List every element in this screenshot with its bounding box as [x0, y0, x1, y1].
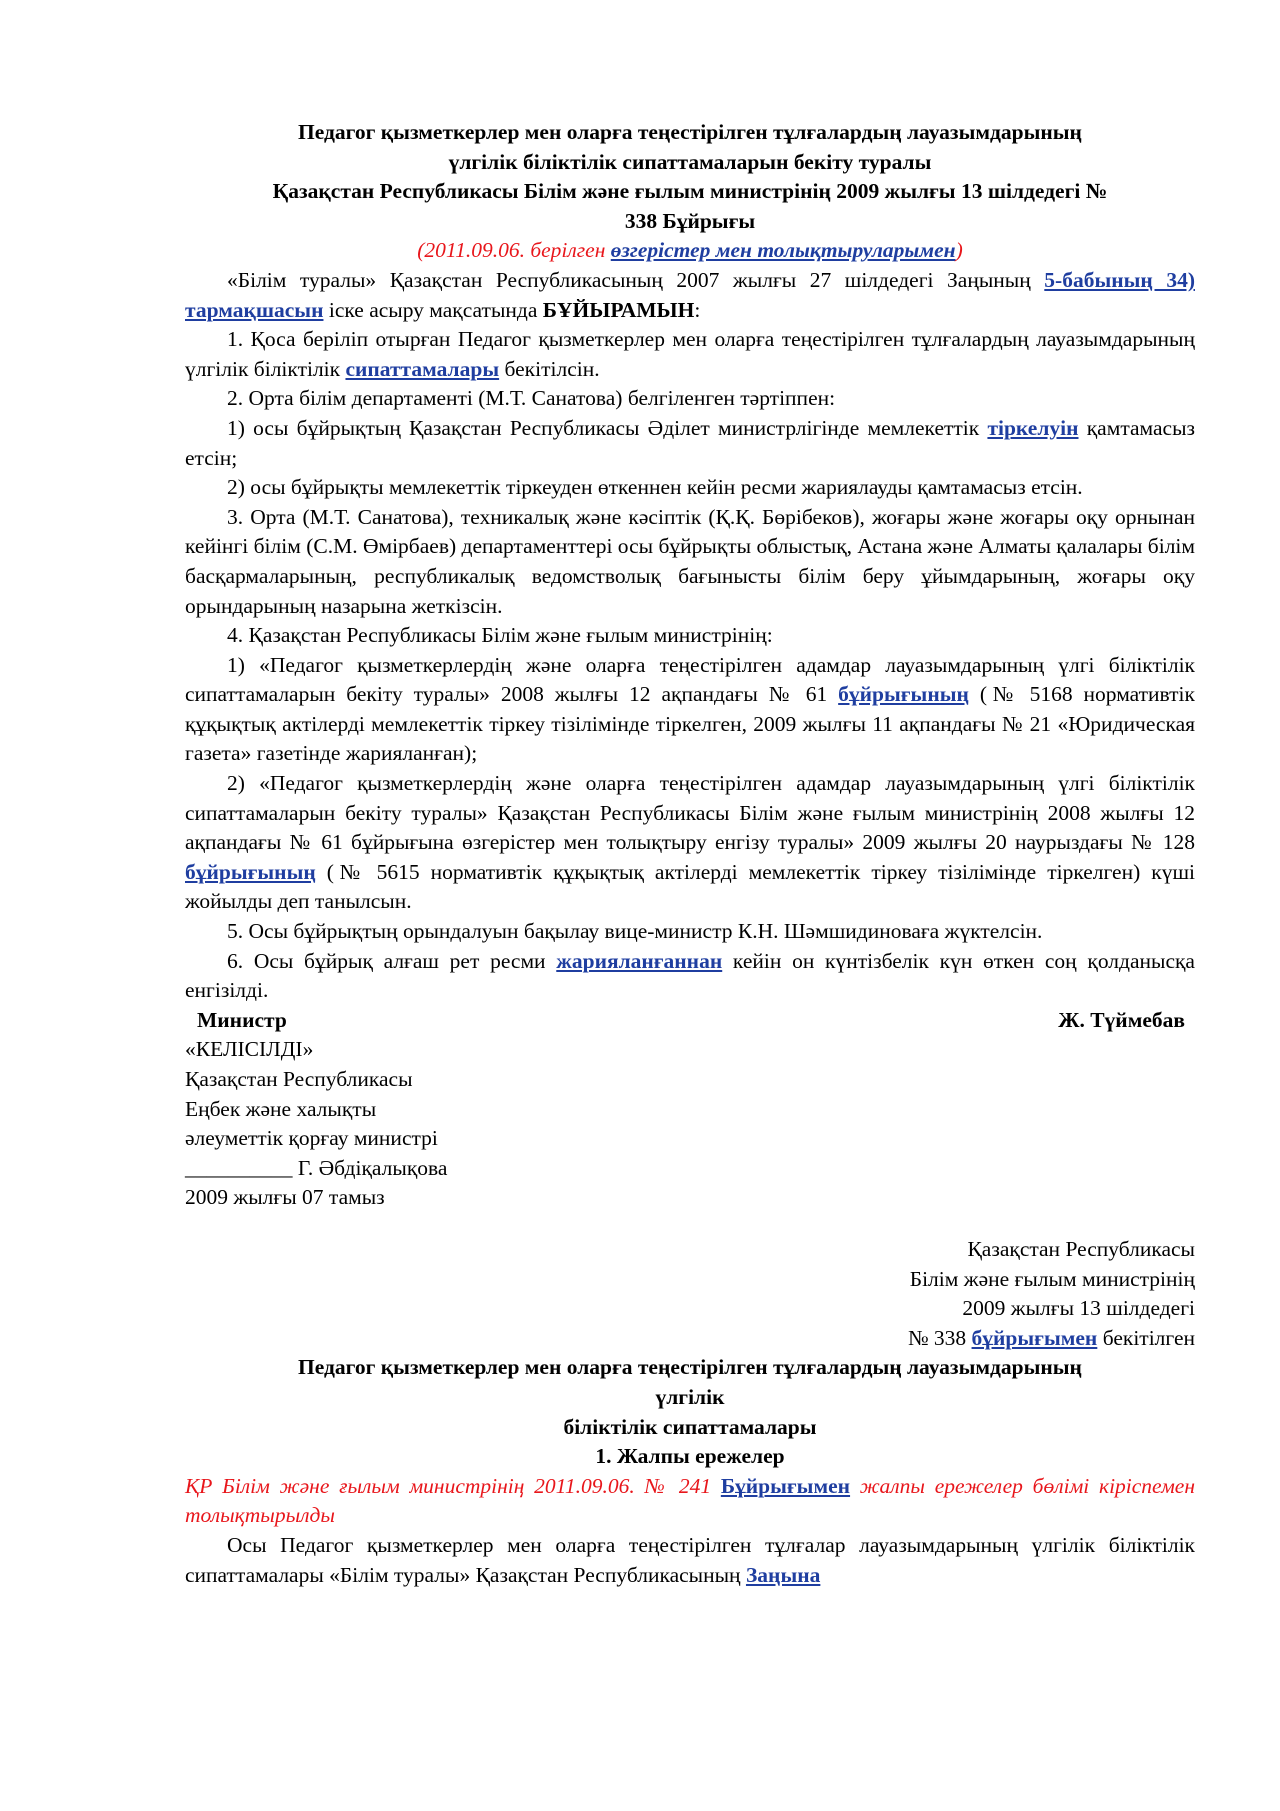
title-line-1: Педагог қызметкерлер мен оларға теңестірілген тұлғалардың лауазымдарының [298, 120, 1082, 144]
publication-link[interactable]: жарияланғаннан [556, 948, 723, 973]
title-line-4: 338 Бұйрығы [624, 208, 756, 233]
signature-role: Министр [197, 1007, 287, 1032]
section-note: ҚР Білім және ғылым министрінің 2011.09.06. № 241 Бұйрығымен жалпы ережелер бөлімі кіріспемен толықтырылды [185, 1473, 1195, 1528]
agreed-block [185, 1035, 1195, 1213]
title-line-3: Қазақстан Республикасы Білім және ғылым министрінің 2009 жылғы 13 шілдедегі № [272, 179, 1108, 204]
paragraph-2-2: 2) осы бұйрықты мемлекеттік тіркеуден өткеннен кейін ресми жариялауды қамтамасыз етсін. [227, 475, 1083, 500]
article-5-link[interactable]: 5-бабының 34) тармақшасын [185, 267, 1195, 322]
agreed-line-2: Қазақстан Республикасы [185, 1067, 413, 1091]
approved-line-4: № 338 бұйрығымен бекітілген [908, 1325, 1195, 1350]
section-title-line-2: үлгілік [655, 1384, 725, 1409]
agreed-line-6: 2009 жылғы 07 тамыз [185, 1185, 385, 1210]
registration-link[interactable]: тіркелуін [987, 415, 1079, 440]
approved-line-1: Қазақстан Республикасы [967, 1236, 1195, 1261]
approved-line-2: Білім және ғылым министрінің [909, 1266, 1195, 1291]
signature-block [185, 1006, 1195, 1036]
order-128-link[interactable]: бұйрығының [185, 859, 316, 884]
paragraph-4-2: 2) «Педагог қызметкерлердің және оларға теңестірілген адамдар лауазымдарының үлгі біліктілік сипаттамаларын бекіту туралы» Қазақстан Республикасы Білім және ғылым министрінің 2008 жылғы 12 ақпандағы № 61 бұйрығына өзгерістер мен толықтыру енгізу туралы» 2009 жылғы 20 наурыздағы № 128 бұйрығының (№ 5615 нормативтік құқықтық актілерді мемлекеттік тіркеу тізілімінде тіркелген) күші жойылды деп танылсын. [185, 771, 1195, 914]
approving-order-link[interactable]: бұйрығымен [971, 1325, 1098, 1350]
section-heading: 1. Жалпы ережелер [595, 1444, 785, 1469]
intro-paragraph: «Білім туралы» Қазақстан Республикасының 2007 жылғы 27 шілдедегі Заңының 5-бабының 34) тармақшасын іске асыру мақсатында БҰЙЫРАМЫН: [185, 267, 1195, 322]
paragraph-1: 1. Қоса беріліп отырған Педагог қызметкерлер мен оларға теңестірілген тұлғалардың лауазымдарының үлгілік біліктілік сипаттамалары бекітілсін. [185, 327, 1195, 381]
amendment-link[interactable]: өзгерістер мен толықтыруларымен [610, 238, 956, 263]
last-paragraph: Осы Педагог қызметкерлер мен оларға теңестірілген тұлғалар лауазымдарының үлгілік біліктілік сипаттамалары «Білім туралы» Қазақстан Республикасының Заңына [185, 1532, 1195, 1587]
amendment-note: (2011.09.06. берілген өзгерістер мен толықтыруларымен) [417, 238, 963, 263]
order-61-link[interactable]: бұйрығының [838, 682, 969, 707]
paragraph-6: 6. Осы бұйрық алғаш рет ресми жарияланғаннан кейін он күнтізбелік күн өткен соң қолданысқа енгізілді. [185, 948, 1195, 1003]
signature-name: Ж. Түймебав [1058, 1007, 1185, 1032]
paragraph-2-1: 1) осы бұйрықтың Қазақстан Республикасы Әділет министрлігінде мемлекеттік тіркелуін қамтамасыз етсін; [185, 415, 1196, 470]
section-title-line-1: Педагог қызметкерлер мен оларға теңестірілген тұлғалардың лауазымдарының [298, 1355, 1082, 1380]
paragraph-3: 3. Орта (М.Т. Санатова), техникалық және кәсіптік (Қ.Қ. Бөрібеков), жоғары және жоғары оқу орнынан кейінгі білім (С.М. Өмірбаев) департаменттері осы бұйрықты облыстық, Астана және Алматы қалалары білім басқармаларының, республикалық ведомстволық бағынысты білім беру ұйымдарының, жоғары оқу орындарының назарына жеткізсін. [185, 504, 1195, 618]
document-title [185, 118, 1195, 236]
characteristics-link[interactable]: сипаттамалары [345, 356, 500, 381]
law-link[interactable]: Заңына [745, 1562, 821, 1587]
order-word: БҰЙЫРАМЫН [542, 297, 695, 322]
paragraph-4-1: 1) «Педагог қызметкерлердің және оларға теңестірілген адамдар лауазымдарының үлгі біліктілік сипаттамаларын бекіту туралы» 2008 жылғы 12 ақпандағы № 61 бұйрығының (№ 5168 нормативтік құқықтық актілерді мемлекеттік тіркеу тізілімінде тіркелген, 2009 жылғы 11 ақпандағы № 21 «Юридическая газета» газетінде жарияланған); [185, 652, 1195, 766]
paragraph-5: 5. Осы бұйрықтың орындалуын бақылау вице-министр К.Н. Шәмшидиноваға жүктелсін. [227, 919, 1043, 944]
document-page [185, 118, 1195, 1590]
agreed-line-5: __________ Г. Әбдіқалықова [185, 1155, 448, 1180]
approved-block [185, 1235, 1195, 1353]
paragraph-4: 4. Қазақстан Республикасы Білім және ғылым министрінің: [227, 623, 773, 648]
agreed-line-4: әлеуметтік қорғау министрі [185, 1126, 438, 1151]
approved-line-3: 2009 жылғы 13 шілдедегі [962, 1296, 1195, 1321]
agreed-line-3: Еңбек және халықты [185, 1096, 377, 1121]
paragraph-2: 2. Орта білім департаменті (М.Т. Санатова) белгіленген тәртіппен: [227, 386, 836, 411]
agreed-line-1: «КЕЛІСІЛДІ» [185, 1037, 314, 1062]
note-order-link[interactable]: Бұйрығымен [720, 1473, 851, 1498]
section-title [185, 1353, 1195, 1471]
title-line-2: үлгілік біліктілік сипаттамаларын бекіту туралы [448, 149, 932, 174]
section-title-line-3: біліктілік сипаттамалары [563, 1414, 817, 1439]
